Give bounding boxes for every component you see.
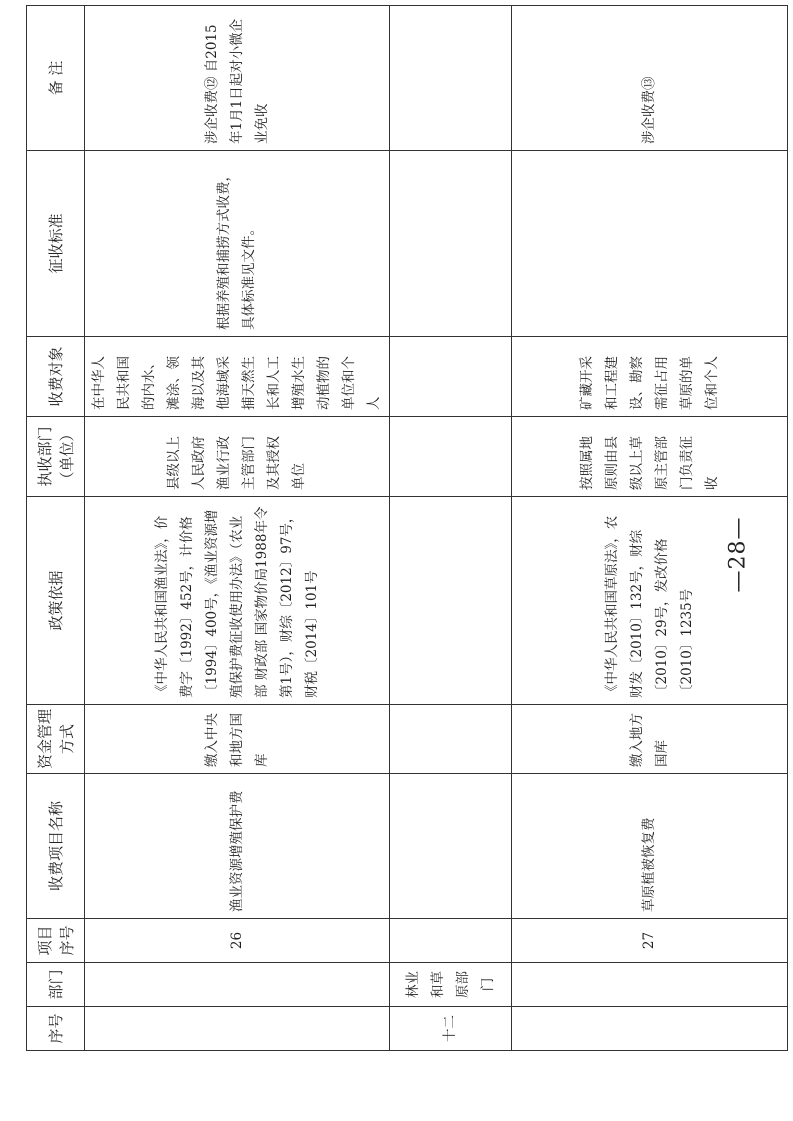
cell-target: 在中华人民共和国的内水、滩涂、领海以及其他海域采捕天然生长和人工增殖水生动植物的单位和个人 <box>85 337 390 417</box>
cell-item-seq: 26 <box>85 919 390 963</box>
cell-name <box>390 774 512 919</box>
header-seq: 序号 <box>27 1007 85 1051</box>
header-item-seq: 项目序号 <box>27 919 85 963</box>
rotated-table-container <box>26 6 767 1051</box>
cell-name: 草原植被恢复费 <box>512 774 788 919</box>
cell-seq <box>85 1007 390 1051</box>
cell-dept: 林业和草原部门 <box>390 963 512 1007</box>
cell-policy <box>390 497 512 705</box>
cell-standard: 根据养殖和捕捞方式收费，具体标准见文件。 <box>85 151 390 337</box>
cell-fund: 缴入中央和地方国库 <box>85 705 390 774</box>
header-standard: 征收标准 <box>27 151 85 337</box>
header-dept: 部门 <box>27 963 85 1007</box>
cell-seq <box>512 1007 788 1051</box>
cell-dept <box>85 963 390 1007</box>
header-fund: 资金管理方式 <box>27 705 85 774</box>
cell-note <box>390 6 512 151</box>
cell-name: 渔业资源增殖保护费 <box>85 774 390 919</box>
cell-fund <box>390 705 512 774</box>
header-note: 备 注 <box>27 6 85 151</box>
cell-dept <box>512 963 788 1007</box>
cell-note: 涉企收费⑬ <box>512 6 788 151</box>
table-row <box>390 6 512 1051</box>
header-row <box>27 6 85 1051</box>
cell-item-seq <box>390 919 512 963</box>
cell-target: 矿藏开采和工程建设、勘察需征占用草原的单位和个人 <box>512 337 788 417</box>
page-number: —28— <box>725 516 751 593</box>
cell-standard <box>512 151 788 337</box>
cell-fund: 缴入地方国库 <box>512 705 788 774</box>
cell-note: 涉企收费⑫ 自2015年1月1日起对小微企业免收 <box>85 6 390 151</box>
cell-policy: 《中华人民共和国渔业法》，价费字〔1992〕452号，计价格〔1994〕400号，《渔业资源增殖保护费征收使用办法》（农业部 财政部 国家物价局1988年令第1号），财综〔2012〕97号，财税〔2014〕101号 <box>85 497 390 705</box>
table-row <box>85 6 390 1051</box>
cell-seq: 十二 <box>390 1007 512 1051</box>
header-name: 收费项目名称 <box>27 774 85 919</box>
cell-target <box>390 337 512 417</box>
cell-standard <box>390 151 512 337</box>
cell-item-seq: 27 <box>512 919 788 963</box>
cell-policy: 《中华人民共和国草原法》，农财发〔2010〕132号，财综〔2010〕29号，发改价格〔2010〕1235号 <box>512 497 788 705</box>
fee-table <box>26 5 788 1051</box>
header-policy: 政策依据 <box>27 497 85 705</box>
cell-exec <box>390 417 512 497</box>
cell-exec: 县级以上人民政府渔业行政主管部门及其授权单位 <box>85 417 390 497</box>
header-exec: 执收部门（单位） <box>27 417 85 497</box>
header-target: 收费对象 <box>27 337 85 417</box>
cell-exec: 按照属地原则由县级以上草原主管部门负责征收 <box>512 417 788 497</box>
